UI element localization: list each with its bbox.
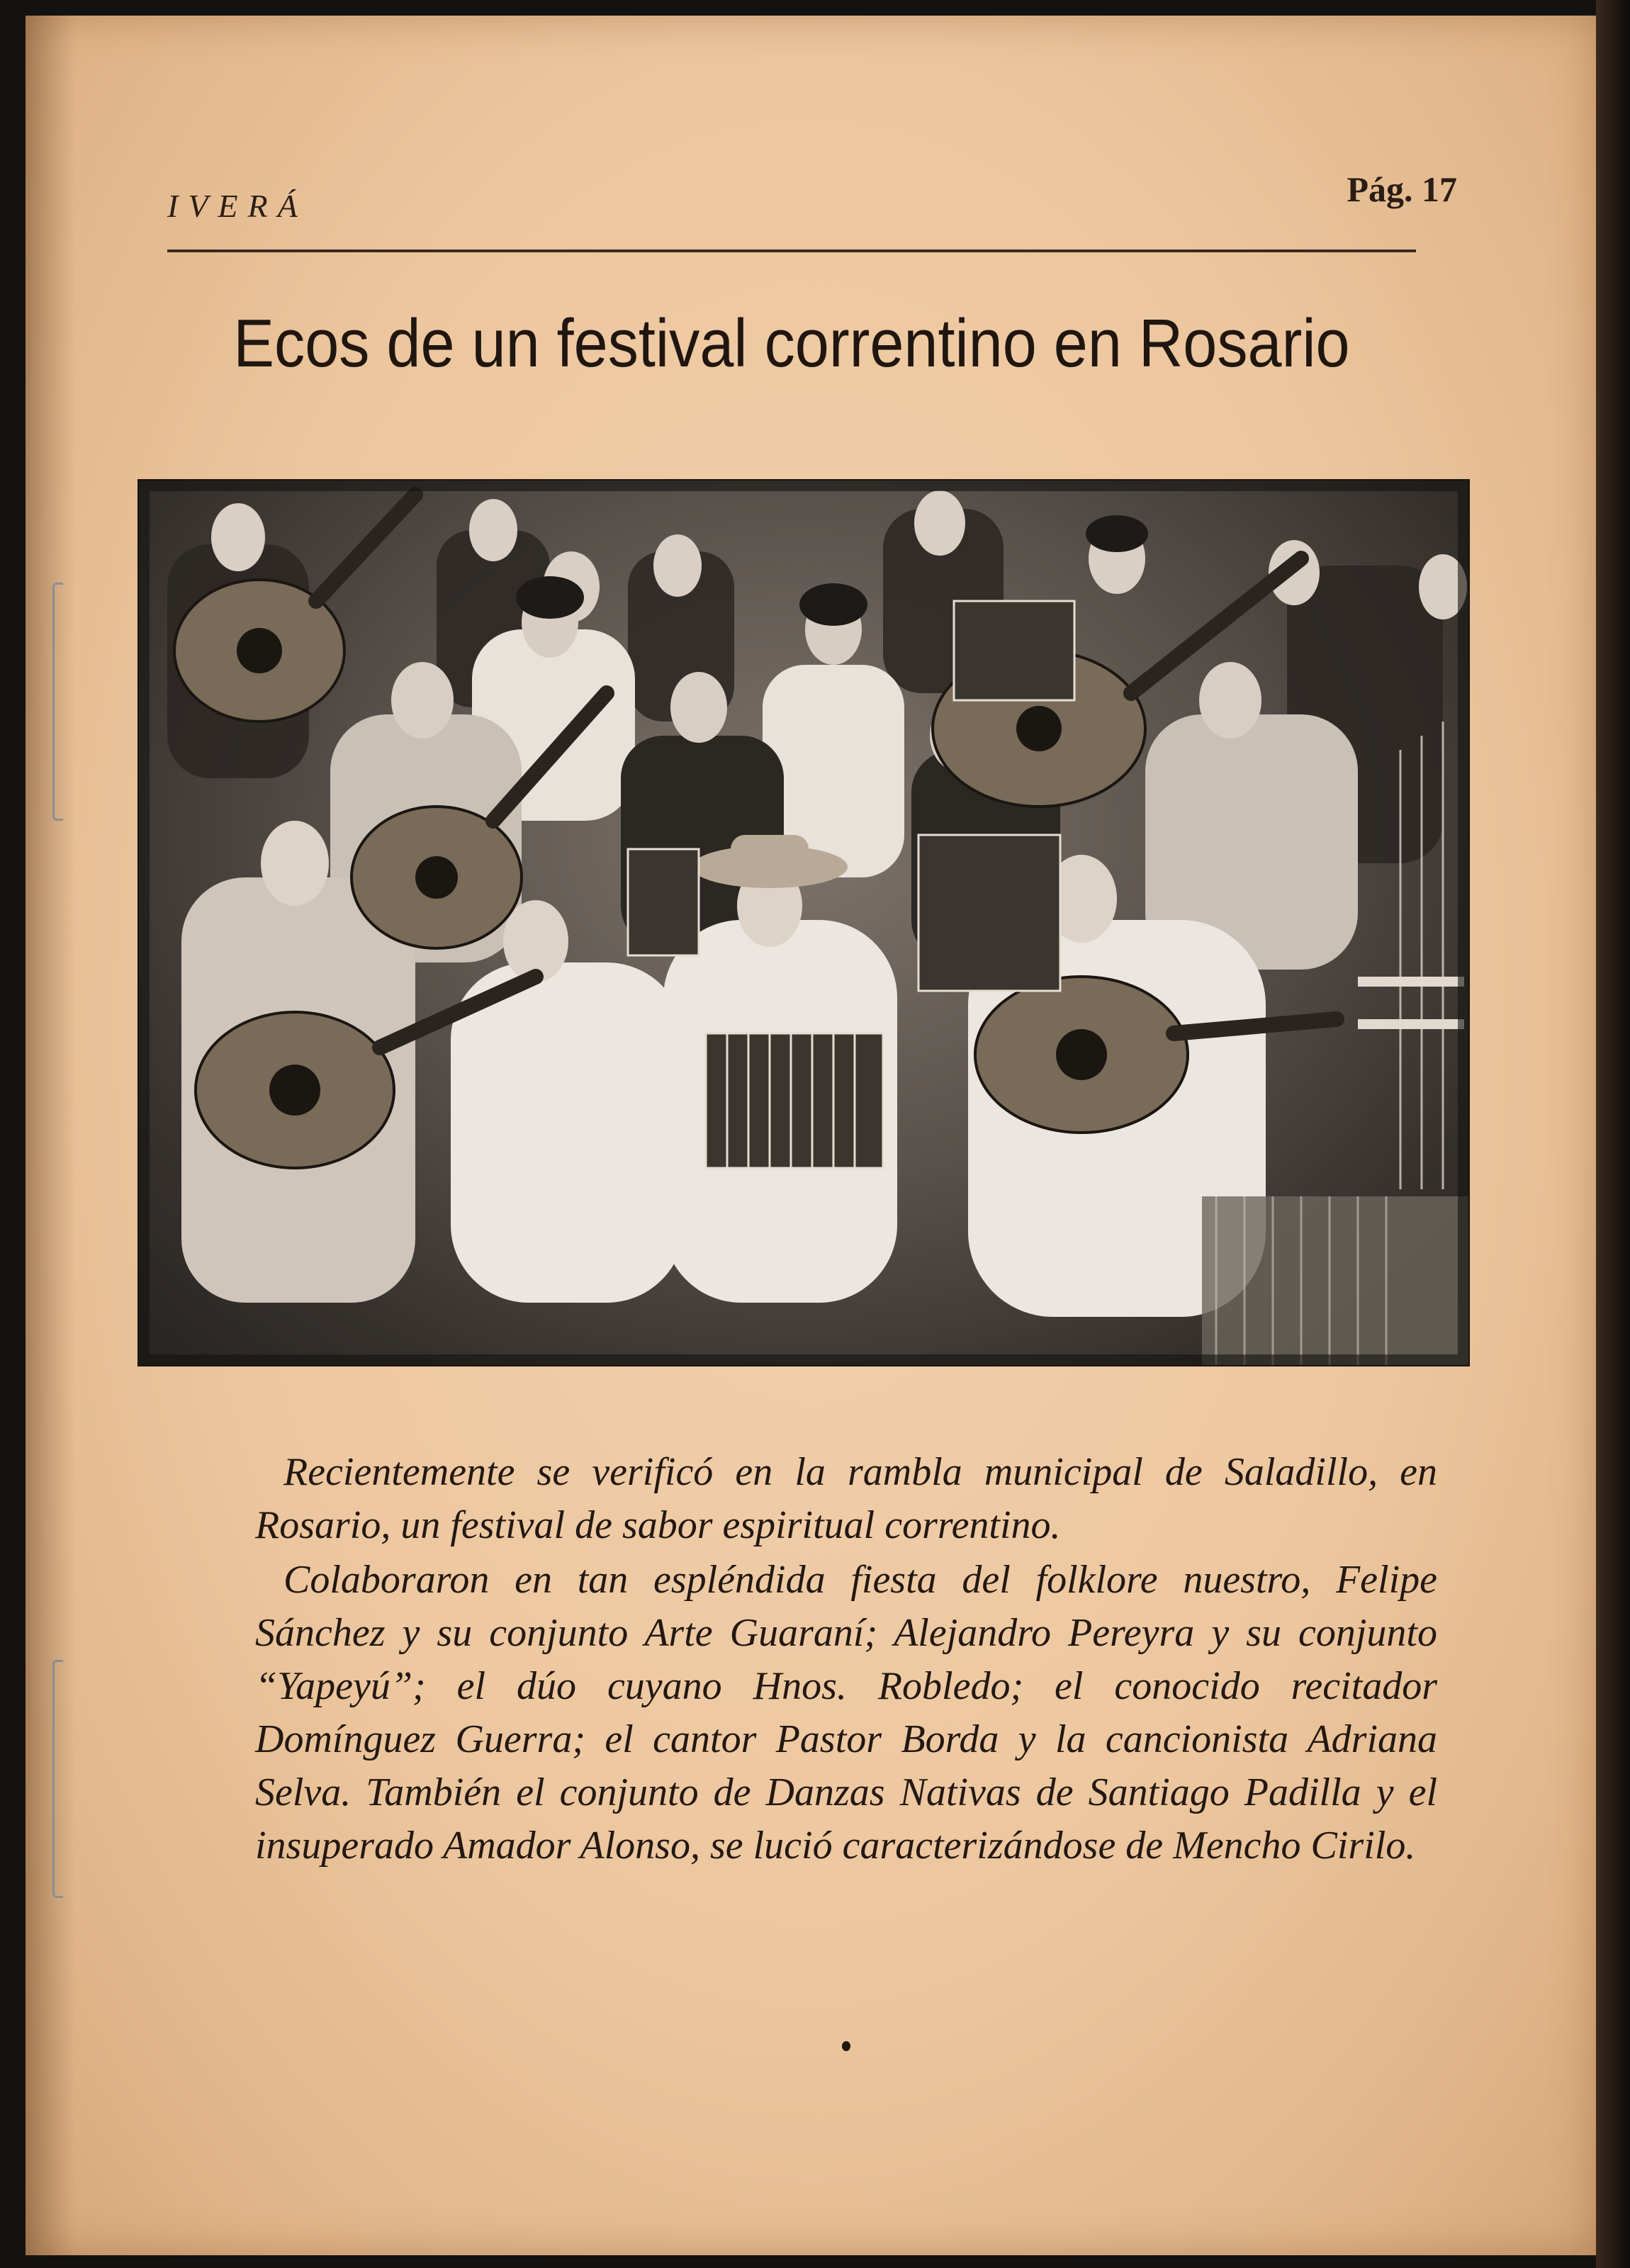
- ornament-dot: [842, 2041, 850, 2051]
- staple: [52, 1660, 63, 1898]
- page-number: Pág. 17: [1347, 169, 1457, 209]
- staple: [52, 583, 63, 821]
- article-title: Ecos de un festival correntino en Rosario: [233, 305, 1350, 381]
- scan-edge: [1596, 0, 1630, 2268]
- paragraph: Recientemente se verificó en la rambla municipal de Saladillo, en Rosario, un festival de sabor espiritual correntino.: [255, 1450, 1437, 1547]
- header-rule: [167, 249, 1416, 252]
- publication-name: IVERÁ: [167, 188, 308, 224]
- photo-illustration: [139, 481, 1468, 1365]
- spine-shadow: [26, 16, 75, 2255]
- group-photo: [137, 479, 1470, 1366]
- article-body: [255, 1446, 1437, 1873]
- paragraph: Colaboraron en tan espléndida fiesta del folklore nuestro, Felipe Sánchez y su conjunto Arte Guaraní; Alejandro Pereyra y su conjunto “Yapeyú”; el dúo cuyano Hnos. Robledo; el conocido recitador Domínguez Guerra; el cantor Pastor Borda y la cancionista Adriana Selva. También el conjunto de Danzas Nativas de Santiago Padilla y el insuperado Amador Alonso, se lució caracterizándose de Mencho Cirilo.: [255, 1558, 1437, 1868]
